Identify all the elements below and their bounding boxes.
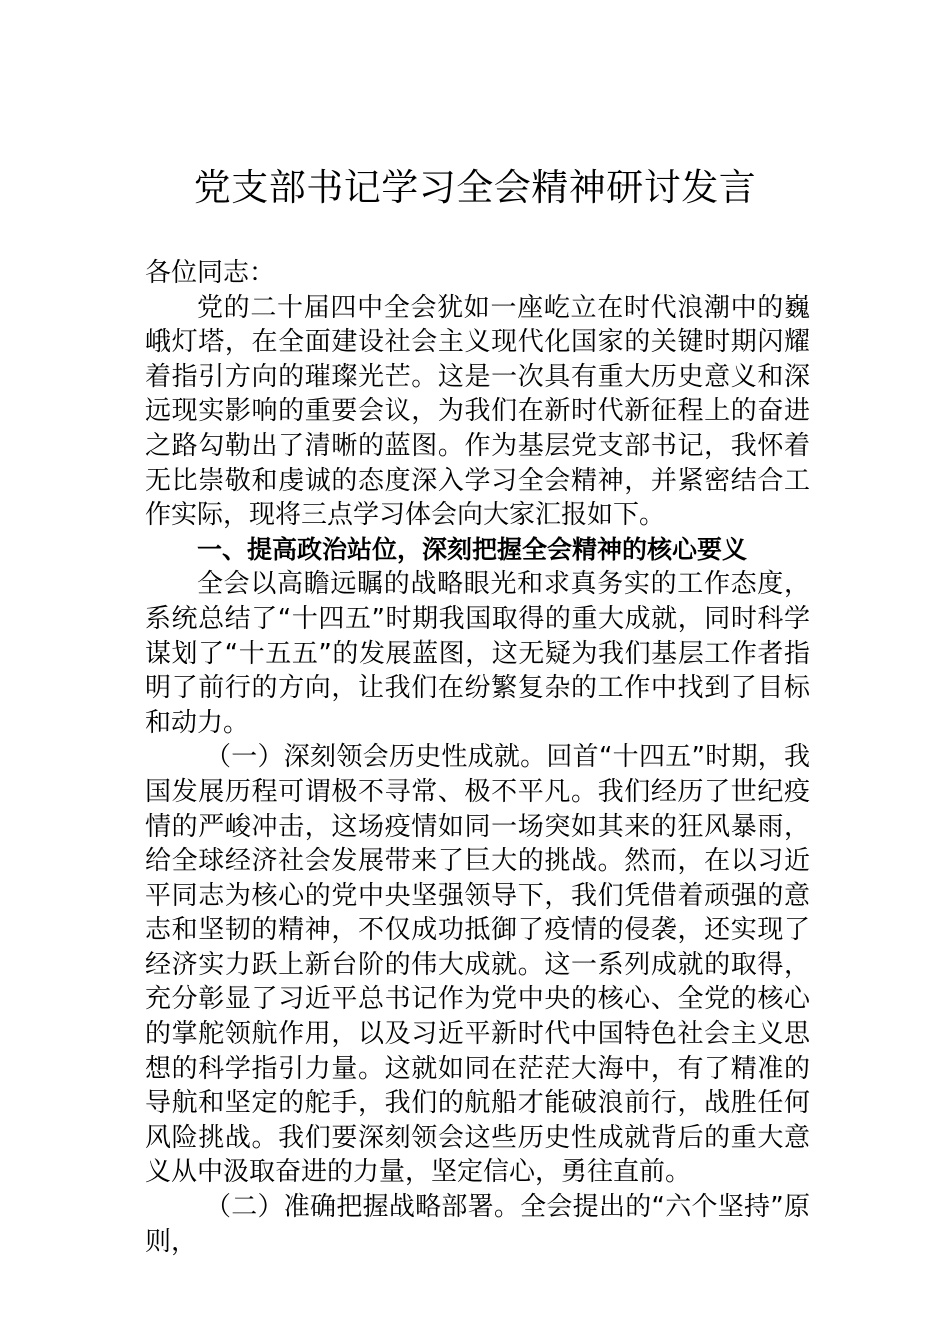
section-1-intro-paragraph: 全会以高瞻远瞩的战略眼光和求真务实的工作态度，系统总结了“十四五”时期我国取得的重大成就，同时科学谋划了“十五五”的发展蓝图，这无疑为我们基层工作者指明了前行的方向，让我们在纷繁复杂的工作中找到了目标和动力。 <box>145 569 810 738</box>
section-heading-1: 一、提高政治站位，深刻把握全会精神的核心要义 <box>197 534 748 564</box>
intro-paragraph: 党的二十届四中全会犹如一座屹立在时代浪潮中的巍峨灯塔，在全面建设社会主义现代化国家的关键时期闪耀着指引方向的璀璨光芒。这是一次具有重大历史意义和深远现实影响的重要会议，为我们在新时代新征程上的奋进之路勾勒出了清晰的蓝图。作为基层党支部书记，我怀着无比崇敬和虔诚的态度深入学习全会精神，并紧密结合工作实际，现将三点学习体会向大家汇报如下。 <box>145 292 810 531</box>
document-body <box>145 256 810 1259</box>
subsection-2-paragraph: （二）准确把握战略部署。全会提出的“六个坚持”原则， <box>145 1192 810 1257</box>
document-title: 党支部书记学习全会精神研讨发言 <box>193 166 757 209</box>
salutation: 各位同志： <box>145 258 276 288</box>
subsection-1-paragraph: （一）深刻领会历史性成就。回首“十四五”时期，我国发展历程可谓极不寻常、极不平凡。我们经历了世纪疫情的严峻冲击，这场疫情如同一场突如其来的狂风暴雨，给全球经济社会发展带来了巨大的挑战。然而，在以习近平同志为核心的党中央坚强领导下，我们凭借着顽强的意志和坚韧的精神，不仅成功抵御了疫情的侵袭，还实现了经济实力跃上新台阶的伟大成就。这一系列成就的取得，充分彰显了习近平总书记作为党中央的核心、全党的核心的掌舵领航作用，以及习近平新时代中国特色社会主义思想的科学指引力量。这就如同在茫茫大海中，有了精准的导航和坚定的舵手，我们的航船才能破浪前行，战胜任何风险挑战。我们要深刻领会这些历史性成就背后的重大意义从中汲取奋进的力量，坚定信心，勇往直前。 <box>145 742 810 1188</box>
